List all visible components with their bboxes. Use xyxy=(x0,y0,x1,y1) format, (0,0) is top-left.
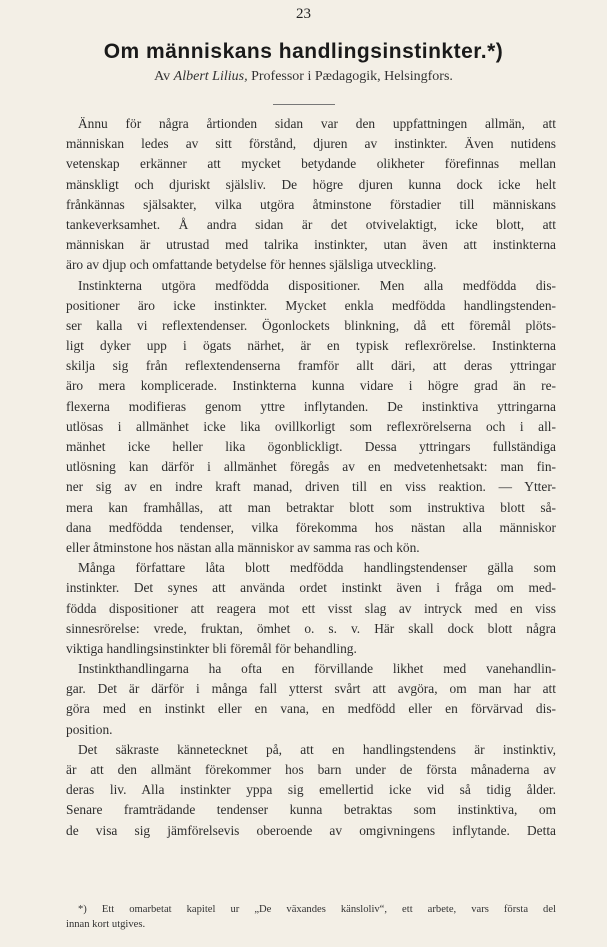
body-line: eller åtminstone hos nästan alla människor av samma ras och kön. xyxy=(66,539,420,555)
body-line: Instinkterna utgöra medfödda dispositioner. Men alla medfödda dis- xyxy=(78,277,556,293)
body-line: Senare framträdande tendenser kunna betraktas som instinktiva, om xyxy=(66,802,556,818)
body-line: Det säkraste kännetecknet på, att en handlingstendens är instinktiv, xyxy=(78,741,556,757)
body-line: ligt dyker upp i ögats närhet, är en typisk reflexrörelse. Instinkterna xyxy=(66,338,556,354)
body-line: dana medfödda tendenser, vilka förekomma hos nästan alla människor xyxy=(66,519,556,535)
body-line: flexerna modifieras genom yttre inflytanden. De instinktiva yttringarna xyxy=(66,398,556,414)
body-line: vetenskap erkänner att mycket betydande olikheter förefinnas mellan xyxy=(66,156,556,172)
body-line: mänhet icke heller lika ögonblickligt. Dessa yttringars fullständiga xyxy=(66,439,556,454)
title-divider xyxy=(273,104,335,105)
body-line: mänskligt och djuriskt själsliv. De högre djuren kunna dock icke helt xyxy=(66,176,556,192)
body-line: frånkännas själsakter, vilka utgöra åtminstone förstadier till människans xyxy=(66,196,556,212)
article-title: Om människans handlingsinstinkter.*) xyxy=(103,40,504,63)
body-line: Ännu för några årtionden sidan var den uppfattningen allmän, att xyxy=(78,116,556,131)
body-line: utlösning kan därför i allmänhet föregås av en medvetenhetsakt: man fin- xyxy=(66,459,556,475)
body-line: människan är utrustad med talrika instinkter, utan även att instinkterna xyxy=(66,237,556,253)
body-line: positioner äro icke instinkter. Mycket enkla medfödda handlingstenden- xyxy=(66,297,556,313)
body-line: position. xyxy=(66,721,113,737)
byline-prefix: Av xyxy=(154,69,171,84)
body-line: äro mera komplicerade. Instinkterna kunna vidare i högre grad än re- xyxy=(66,378,556,394)
body-line: tankeverksamhet. Å andra sidan är det otvivelaktigt, icke blott, att xyxy=(66,216,556,232)
page-number: 23 xyxy=(296,6,311,22)
footnote-line: *) Ett omarbetat kapitel ur „De växandes känsloliv“, ett arbete, vars första del xyxy=(78,904,556,915)
author-affiliation: Professor i Pædagogik, Helsingfors. xyxy=(251,69,453,84)
author-name: Albert Lilius, xyxy=(173,69,248,84)
body-line: Många författare låta blott medfödda handlingstendenser gälla som xyxy=(78,560,556,576)
body-line: göra med en instinkt eller en vana, en medfödd eller en förvärvad dis- xyxy=(66,701,556,717)
body-line: äro av djup och omfattande betydelse för hennes själsliga utveckling. xyxy=(66,257,437,273)
body-line: deras liv. Alla instinkter yppa sig emellertid icke vid så tidig ålder. xyxy=(66,782,556,798)
body-line: skilja sig från reflextendenserna framför allt däri, att deras yttringar xyxy=(66,358,556,374)
body-line: födda dispositioner att reagera mot ett visst slag av intryck med en viss xyxy=(66,600,556,616)
article-body xyxy=(66,114,556,841)
body-line: viktiga handlingsinstinkter bli föremål för behandling. xyxy=(66,640,357,656)
body-line: sinnesrörelse: vrede, fruktan, ömhet o. s. v. Här skall dock blott några xyxy=(66,620,556,636)
body-line: de visa sig jämförelsevis oberoende av omgivningens inflytande. Detta xyxy=(66,822,556,838)
body-line: Instinkthandlingarna ha ofta en förvillande likhet med vanehandlin- xyxy=(78,661,556,677)
footnote-line: innan kort utgives. xyxy=(66,918,146,930)
footnote xyxy=(66,903,556,932)
body-line: är att den allmänt förekommer hos barn under de första månaderna av xyxy=(66,762,556,777)
body-line: instinkter. Det synes att använda ordet instinkt även i fråga om med- xyxy=(66,580,556,596)
body-line: gar. Det är därför i många fall ytterst svårt att avgöra, om man har att xyxy=(66,681,556,697)
body-line: människan ledes av sitt förstånd, djuren av instinkter. Även nutidens xyxy=(66,136,556,152)
body-line: ner sig av en indre kraft manad, driven till en viss reaktion. — Ytter- xyxy=(66,479,556,495)
body-line: utlösas i allmänhet icke lika ovillkorligt som reflexrörelserna och i all- xyxy=(66,418,556,434)
byline xyxy=(0,69,607,85)
body-line: mera kan framhållas, att man betraktar blott som instruktiva blott så- xyxy=(66,499,556,515)
body-line: ser kalla vi reflextendenser. Ögonlockets blinkning, då ett föremål plöts- xyxy=(66,317,556,333)
